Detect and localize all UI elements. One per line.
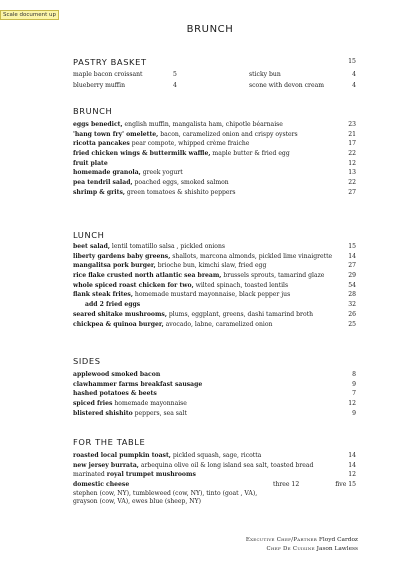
item-price: 12 — [348, 471, 356, 479]
item-price: 14 — [348, 252, 356, 260]
item-price: 21 — [348, 130, 356, 138]
brunch-list — [73, 120, 356, 198]
list-item — [73, 461, 356, 471]
item-name: rice flake crusted north atlantic sea bream, — [73, 272, 222, 280]
section-heading-brunch — [73, 106, 356, 116]
list-item — [73, 242, 356, 252]
item-description: pickled squash, sage, ricotta — [170, 452, 262, 459]
item-name: chickpea & quinoa burger, — [73, 320, 164, 328]
item-name: beet salad, — [73, 243, 110, 250]
item-name: ricotta pancakes — [73, 140, 130, 148]
list-item — [73, 139, 356, 149]
table-list — [73, 451, 356, 507]
list-item — [73, 168, 356, 178]
list-item — [73, 320, 356, 330]
list-item — [73, 399, 356, 409]
section-title: SIDES — [73, 356, 101, 366]
list-item — [73, 389, 356, 399]
list-item — [73, 310, 356, 320]
item-price: 32 — [348, 301, 356, 309]
section-heading-pastry — [73, 57, 356, 67]
list-item — [73, 271, 356, 281]
item-price: 14 — [348, 452, 356, 459]
item-description: brussels sprouts, tamarind glaze — [221, 272, 325, 280]
list-item — [73, 451, 356, 461]
item-name: hashed potatoes & beets — [73, 390, 157, 398]
item-price: 4 — [352, 71, 356, 78]
item-description: english muffin, mangalista ham, chipotle béarnaise — [122, 121, 283, 128]
item-description: homemade mustard mayonnaise, black pepper jus — [132, 291, 291, 299]
item-price: 5 — [173, 71, 177, 78]
pastry-list — [73, 70, 356, 91]
list-item — [73, 149, 356, 159]
section-heading-for-the-table — [73, 437, 356, 447]
list-item — [73, 261, 356, 271]
item-description: brioche bun, kimchi slaw, fried egg — [155, 262, 267, 270]
item-price: 14 — [348, 461, 356, 469]
item-price: 12 — [348, 159, 356, 167]
item-name: new jersey burrata, — [73, 461, 139, 469]
item-description: peppers, sea salt — [132, 409, 187, 417]
item-name: liberty gardens baby greens, — [73, 252, 171, 260]
item-description: wilted spinach, toasted lentils — [193, 281, 289, 289]
item-name: royal trumpet mushrooms — [106, 471, 196, 479]
item-price: 15 — [348, 243, 356, 250]
item-name: 'hang town fry' omelette, — [73, 130, 159, 138]
item-price: 27 — [348, 262, 356, 270]
item-price-five: five 15 — [335, 481, 356, 489]
list-item — [73, 281, 356, 291]
list-item — [73, 470, 356, 480]
list-item — [73, 380, 356, 390]
section-heading-sides — [73, 356, 356, 366]
credit-name: Jason Lawless — [316, 546, 358, 552]
page-title: BRUNCH — [186, 24, 234, 35]
section-page-number: 15 — [348, 58, 356, 65]
item-price: 4 — [173, 81, 177, 89]
item-description: green tomatoes & shishito peppers — [125, 188, 236, 196]
item-name: sticky bun — [249, 71, 281, 78]
item-price: 28 — [348, 291, 356, 299]
item-description: pear compote, whipped crème fraiche — [129, 140, 250, 148]
item-description: avocado, labne, caramelized onion — [163, 320, 273, 328]
section-title: BRUNCH — [73, 106, 113, 116]
item-description: maple butter & fried egg — [210, 150, 290, 158]
credit-executive-chef — [246, 537, 358, 543]
item-description: plums, eggplant, greens, dashi tamarind broth — [166, 310, 313, 318]
item-price: 17 — [348, 140, 356, 148]
item-name: shrimp & grits, — [73, 188, 125, 196]
list-item — [73, 370, 356, 380]
cheese-selection: stephen (cow, NY), tumbleweed (cow, NY), tinto (goat , VA), grayson (cow, VA), ewes blue (sheep, NY) — [73, 489, 258, 506]
list-item — [73, 188, 356, 198]
credit-name: Floyd Cardoz — [318, 537, 358, 543]
item-name: seared shitake mushrooms, — [73, 310, 167, 318]
item-name: fried chicken wings & buttermilk waffle, — [73, 150, 211, 158]
credit-chef-de-cuisine — [267, 546, 358, 552]
item-name: pea tendril salad, — [73, 179, 133, 187]
item-price: 22 — [348, 150, 356, 158]
credit-role: Chef De Cuisine — [266, 546, 315, 552]
list-item — [73, 81, 356, 92]
list-item — [73, 159, 356, 169]
item-name: whole spiced roast chicken for two, — [73, 281, 194, 289]
credit-role: Executive Chef/Partner — [245, 537, 318, 543]
item-price-three: three 12 — [273, 481, 300, 489]
list-item — [73, 70, 356, 81]
item-name: domestic cheese — [73, 481, 130, 489]
section-title: LUNCH — [73, 230, 105, 240]
item-price: 54 — [348, 281, 356, 289]
item-name: blistered shishito — [73, 409, 133, 417]
item-price: 29 — [348, 272, 356, 280]
list-item — [73, 252, 356, 262]
item-name: clawhammer farms breakfast sausage — [73, 380, 203, 388]
item-price: 8 — [352, 371, 356, 378]
list-item — [73, 300, 356, 310]
item-price: 13 — [348, 169, 356, 177]
scale-document-up-button[interactable]: Scale document up — [0, 10, 59, 20]
item-name: maple bacon croissant — [73, 71, 143, 78]
item-name: roasted local pumpkin toast, — [73, 452, 171, 459]
item-description: bacon, caramelized onion and crispy oysters — [158, 130, 298, 138]
list-item — [73, 120, 356, 130]
item-price: 23 — [348, 121, 356, 128]
list-item-cheese — [73, 480, 356, 490]
list-item — [73, 130, 356, 140]
section-title: PASTRY BASKET — [73, 57, 147, 67]
item-description: poached eggs, smoked salmon — [132, 179, 229, 187]
item-price: 22 — [348, 179, 356, 187]
item-description: arbequina olive oil & long island sea salt, toasted bread — [138, 461, 314, 469]
item-price: 9 — [352, 380, 356, 388]
list-item — [73, 409, 356, 419]
item-description: homemade mayonnaise — [112, 400, 187, 408]
lunch-list — [73, 242, 356, 329]
item-price: 7 — [352, 390, 356, 398]
item-description: marinated — [73, 471, 107, 479]
item-price: 12 — [348, 400, 356, 408]
item-name: add 2 fried eggs — [85, 301, 141, 309]
item-description: shallots, marcona almonds, pickled lime vinaigrette — [170, 252, 333, 260]
item-name: flank steak frites, — [73, 291, 133, 299]
item-name: eggs benedict, — [73, 121, 123, 128]
item-name: blueberry muffin — [73, 81, 125, 89]
sides-list — [73, 370, 356, 418]
item-name: spiced fries — [73, 400, 113, 408]
item-name: applewood smoked bacon — [73, 371, 161, 378]
item-price: 27 — [348, 188, 356, 196]
item-name: scone with devon cream — [249, 81, 324, 89]
list-item — [73, 178, 356, 188]
list-item — [73, 290, 356, 300]
item-price: 9 — [352, 409, 356, 417]
item-price: 26 — [348, 310, 356, 318]
item-price: 4 — [352, 81, 356, 89]
section-title: FOR THE TABLE — [73, 437, 146, 447]
section-heading-lunch — [73, 230, 356, 240]
item-name: mangalitsa pork burger, — [73, 262, 156, 270]
item-description: greek yogurt — [140, 169, 183, 177]
item-description: lentil tomatillo salsa , pickled onions — [109, 243, 226, 250]
item-name: fruit plate — [73, 159, 108, 167]
item-name: homemade granola, — [73, 169, 141, 177]
item-price: 25 — [348, 320, 356, 328]
